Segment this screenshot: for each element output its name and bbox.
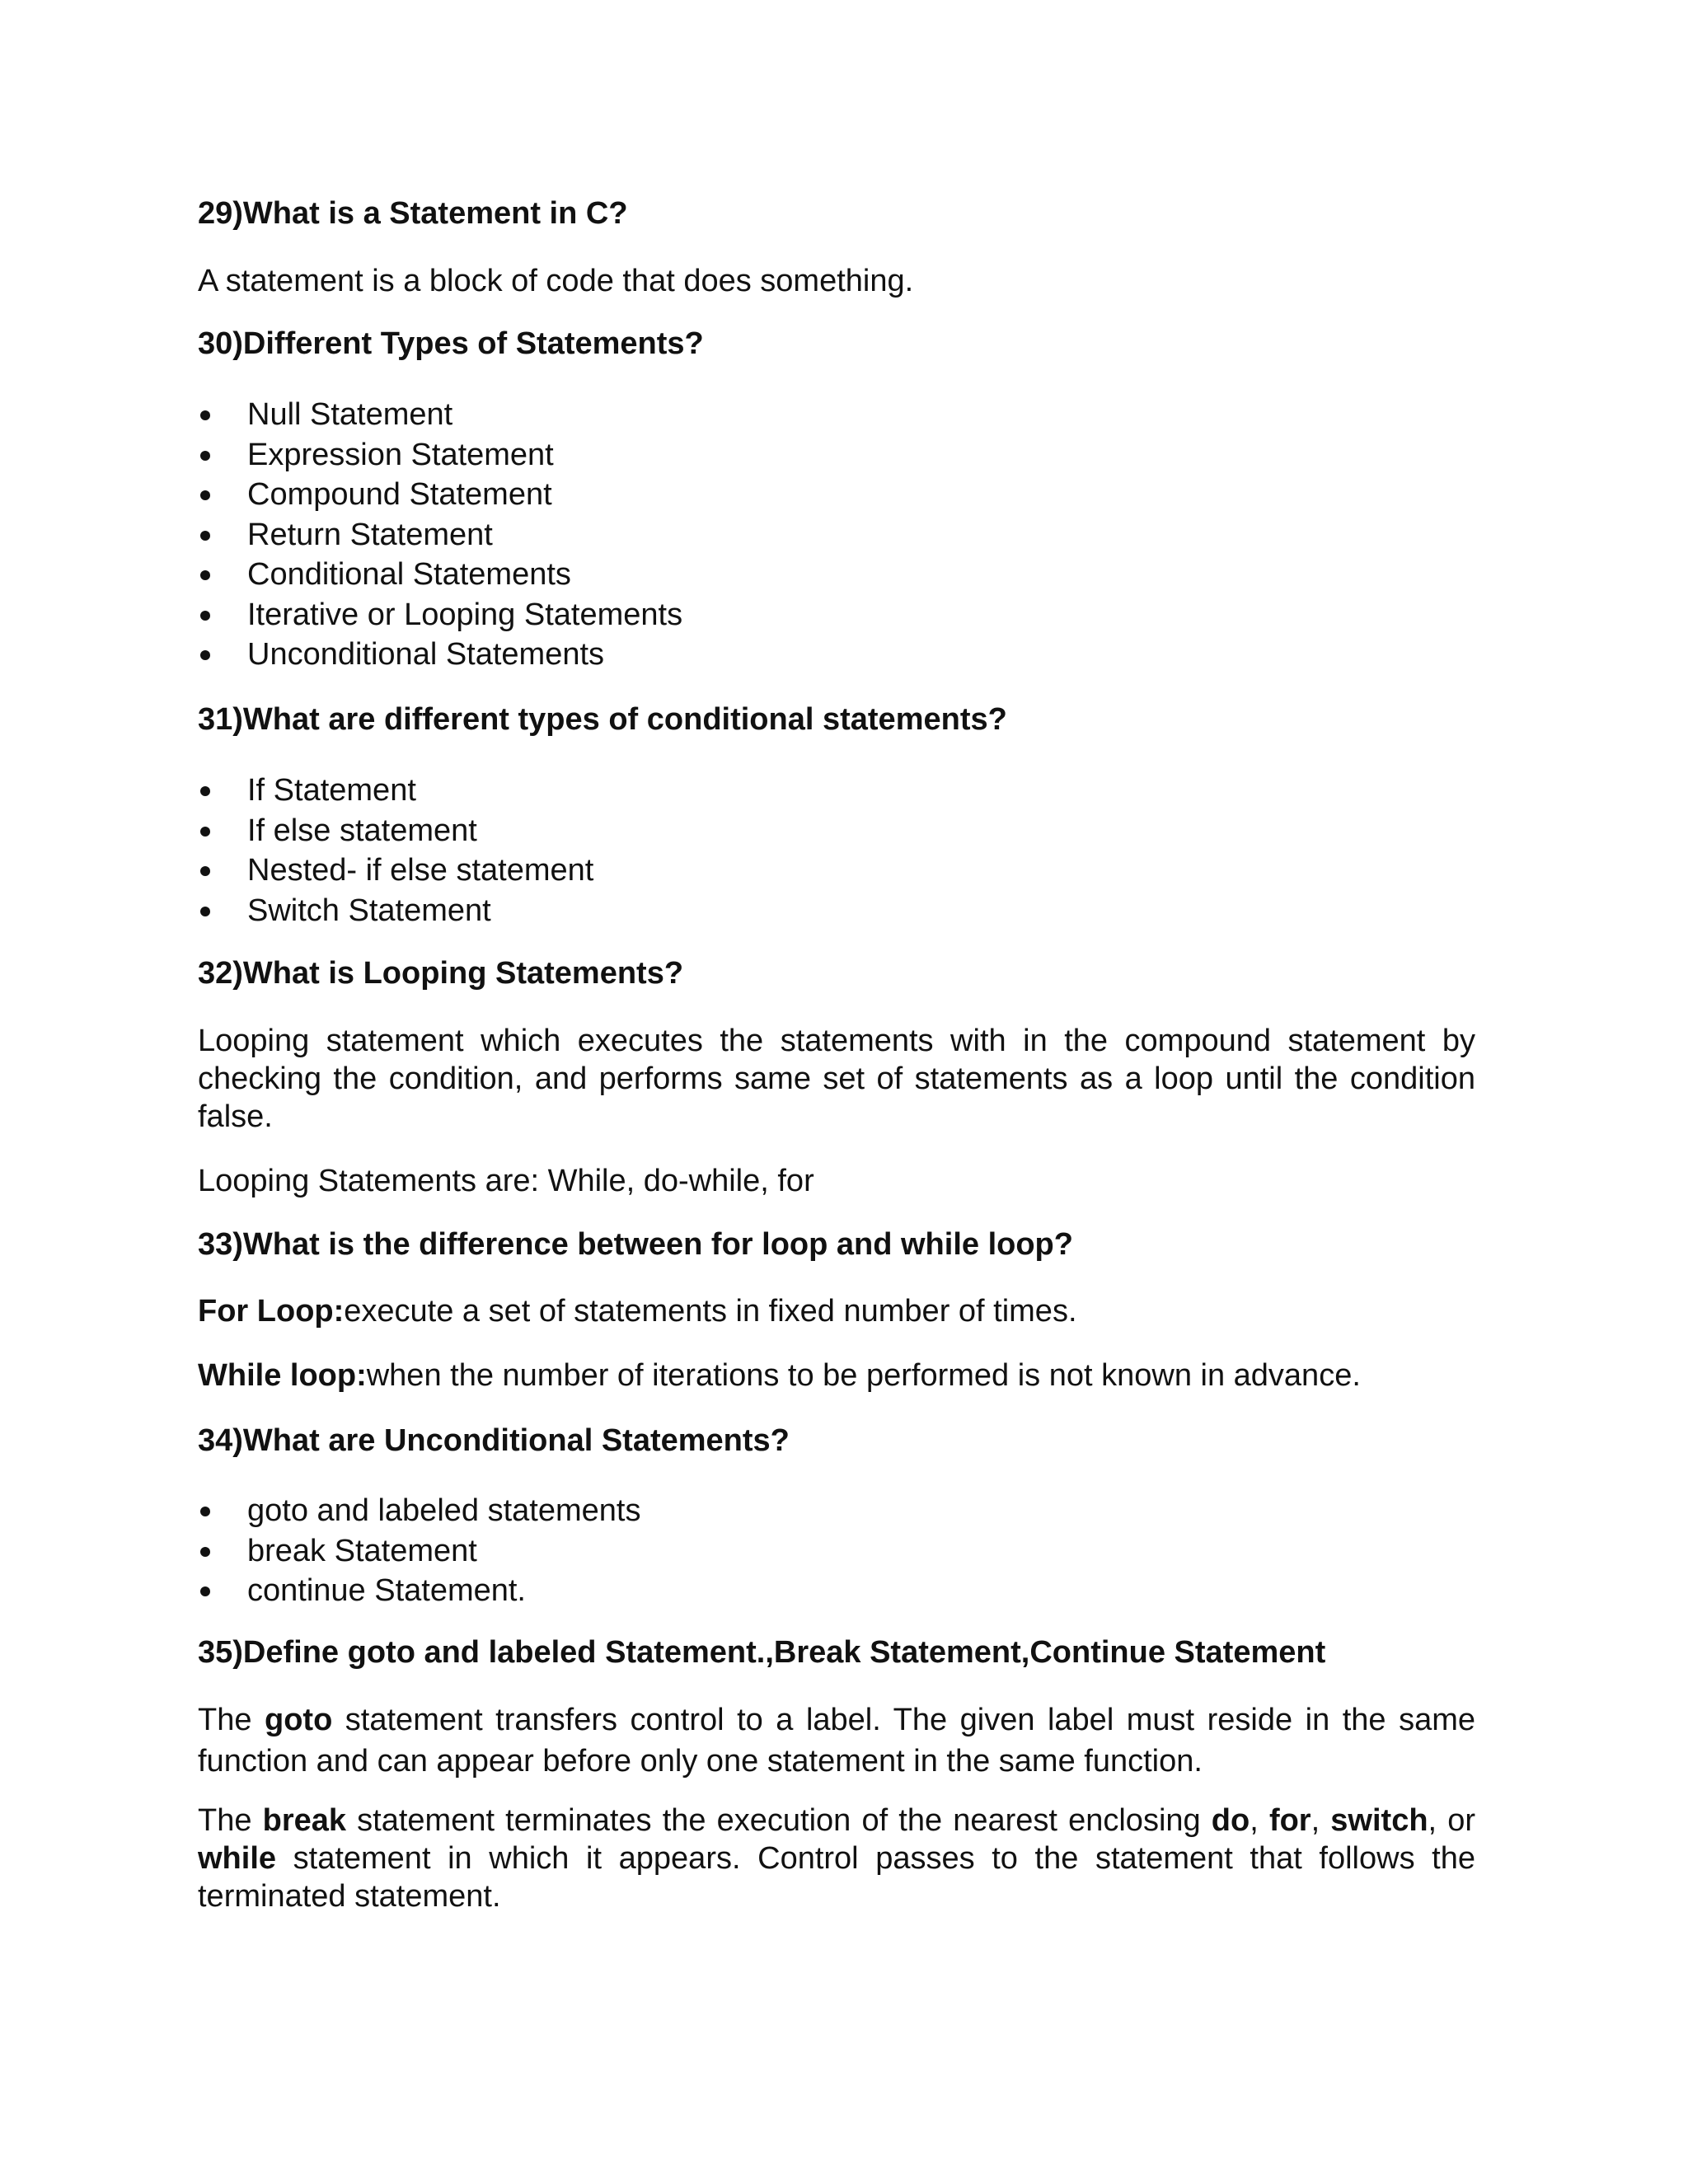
for-loop-text: execute a set of statements in fixed number of times. xyxy=(344,1294,1077,1329)
goto-text-rest: statement transfers control to a label. The given label must reside in the same function and can appear before only one statement in the same function. xyxy=(198,1703,1475,1779)
break-text-start: The xyxy=(198,1803,263,1838)
for-keyword: for xyxy=(1268,1803,1311,1838)
list-item-text: Expression Statement xyxy=(247,437,554,472)
question-30-heading: 30)Different Types of Statements? xyxy=(198,326,704,361)
break-paragraph xyxy=(198,1802,1475,1915)
separator: , xyxy=(1250,1803,1269,1838)
bullet-icon xyxy=(200,1586,210,1596)
list-item-text: Compound Statement xyxy=(247,477,552,512)
list-item xyxy=(198,395,682,435)
list-item xyxy=(198,771,593,811)
conditional-statements-list xyxy=(198,771,593,930)
list-item xyxy=(198,1571,640,1611)
list-item-text: goto and labeled statements xyxy=(247,1493,641,1528)
list-item xyxy=(198,1491,640,1531)
list-item xyxy=(198,635,682,675)
goto-paragraph xyxy=(198,1699,1475,1782)
list-item-text: If Statement xyxy=(247,773,416,808)
list-item xyxy=(198,595,682,635)
list-item xyxy=(198,555,682,595)
list-item xyxy=(198,515,682,555)
list-item-text: If else statement xyxy=(247,813,477,848)
list-item-text: Switch Statement xyxy=(247,893,491,928)
break-keyword: break xyxy=(262,1803,347,1838)
question-31-heading: 31)What are different types of conditional statements? xyxy=(198,702,1007,737)
question-34-heading: 34)What are Unconditional Statements? xyxy=(198,1423,790,1458)
list-item xyxy=(198,811,593,851)
bullet-icon xyxy=(200,650,210,660)
while-loop-text: when the number of iterations to be performed is not known in advance. xyxy=(366,1358,1361,1393)
goto-keyword: goto xyxy=(265,1703,333,1737)
question-35-heading: 35)Define goto and labeled Statement.,Break Statement,Continue Statement xyxy=(198,1635,1326,1670)
bullet-icon xyxy=(200,490,210,500)
list-item xyxy=(198,891,593,931)
bullet-icon xyxy=(200,611,210,621)
while-loop-paragraph xyxy=(198,1357,1475,1394)
while-keyword: while xyxy=(198,1841,277,1876)
bullet-icon xyxy=(200,410,210,420)
list-item-text: Iterative or Looping Statements xyxy=(247,597,683,632)
bullet-icon xyxy=(200,1507,210,1516)
separator: , or xyxy=(1428,1803,1476,1838)
list-item-text: Return Statement xyxy=(247,517,493,552)
list-item-text: continue Statement. xyxy=(247,1573,526,1608)
bullet-icon xyxy=(200,1547,210,1557)
separator: , xyxy=(1311,1803,1331,1838)
statement-types-list xyxy=(198,395,682,675)
bullet-icon xyxy=(200,451,210,461)
list-item xyxy=(198,1531,640,1572)
bullet-icon xyxy=(200,531,210,541)
list-item xyxy=(198,851,593,891)
bullet-icon xyxy=(200,866,210,876)
switch-keyword: switch xyxy=(1330,1803,1428,1838)
list-item-text: Conditional Statements xyxy=(247,557,571,592)
for-loop-label: For Loop: xyxy=(198,1294,345,1329)
bullet-icon xyxy=(200,570,210,580)
bullet-icon xyxy=(200,786,210,796)
list-item-text: Null Statement xyxy=(247,397,453,432)
looping-definition-paragraph: Looping statement which executes the statements with in the compound statement by checking the condition, and performs same set of statements as a loop until the condition false. xyxy=(198,1024,1475,1134)
bullet-icon xyxy=(200,907,210,916)
list-item-text: Unconditional Statements xyxy=(247,637,605,672)
question-29-heading: 29)What is a Statement in C? xyxy=(198,196,628,231)
break-text-mid: statement terminates the execution of the nearest enclosing xyxy=(346,1803,1212,1838)
bullet-icon xyxy=(200,827,210,837)
unconditional-statements-list xyxy=(198,1491,640,1611)
break-text-rest: statement in which it appears. Control passes to the statement that follows the terminated statement. xyxy=(198,1841,1475,1914)
for-loop-paragraph xyxy=(198,1292,1475,1330)
looping-statements-paragraph: Looping Statements are: While, do-while, for xyxy=(198,1164,814,1198)
list-item xyxy=(198,435,682,476)
question-32-heading: 32)What is Looping Statements? xyxy=(198,956,684,991)
question-29-answer: A statement is a block of code that does something. xyxy=(198,264,914,298)
list-item xyxy=(198,475,682,515)
goto-text-start: The xyxy=(198,1703,265,1737)
question-33-heading: 33)What is the difference between for loop and while loop? xyxy=(198,1227,1073,1262)
while-loop-label: While loop: xyxy=(198,1358,367,1393)
list-item-text: break Statement xyxy=(247,1533,477,1568)
document-page xyxy=(198,0,1475,2184)
do-keyword: do xyxy=(1211,1803,1250,1838)
list-item-text: Nested- if else statement xyxy=(247,853,594,888)
